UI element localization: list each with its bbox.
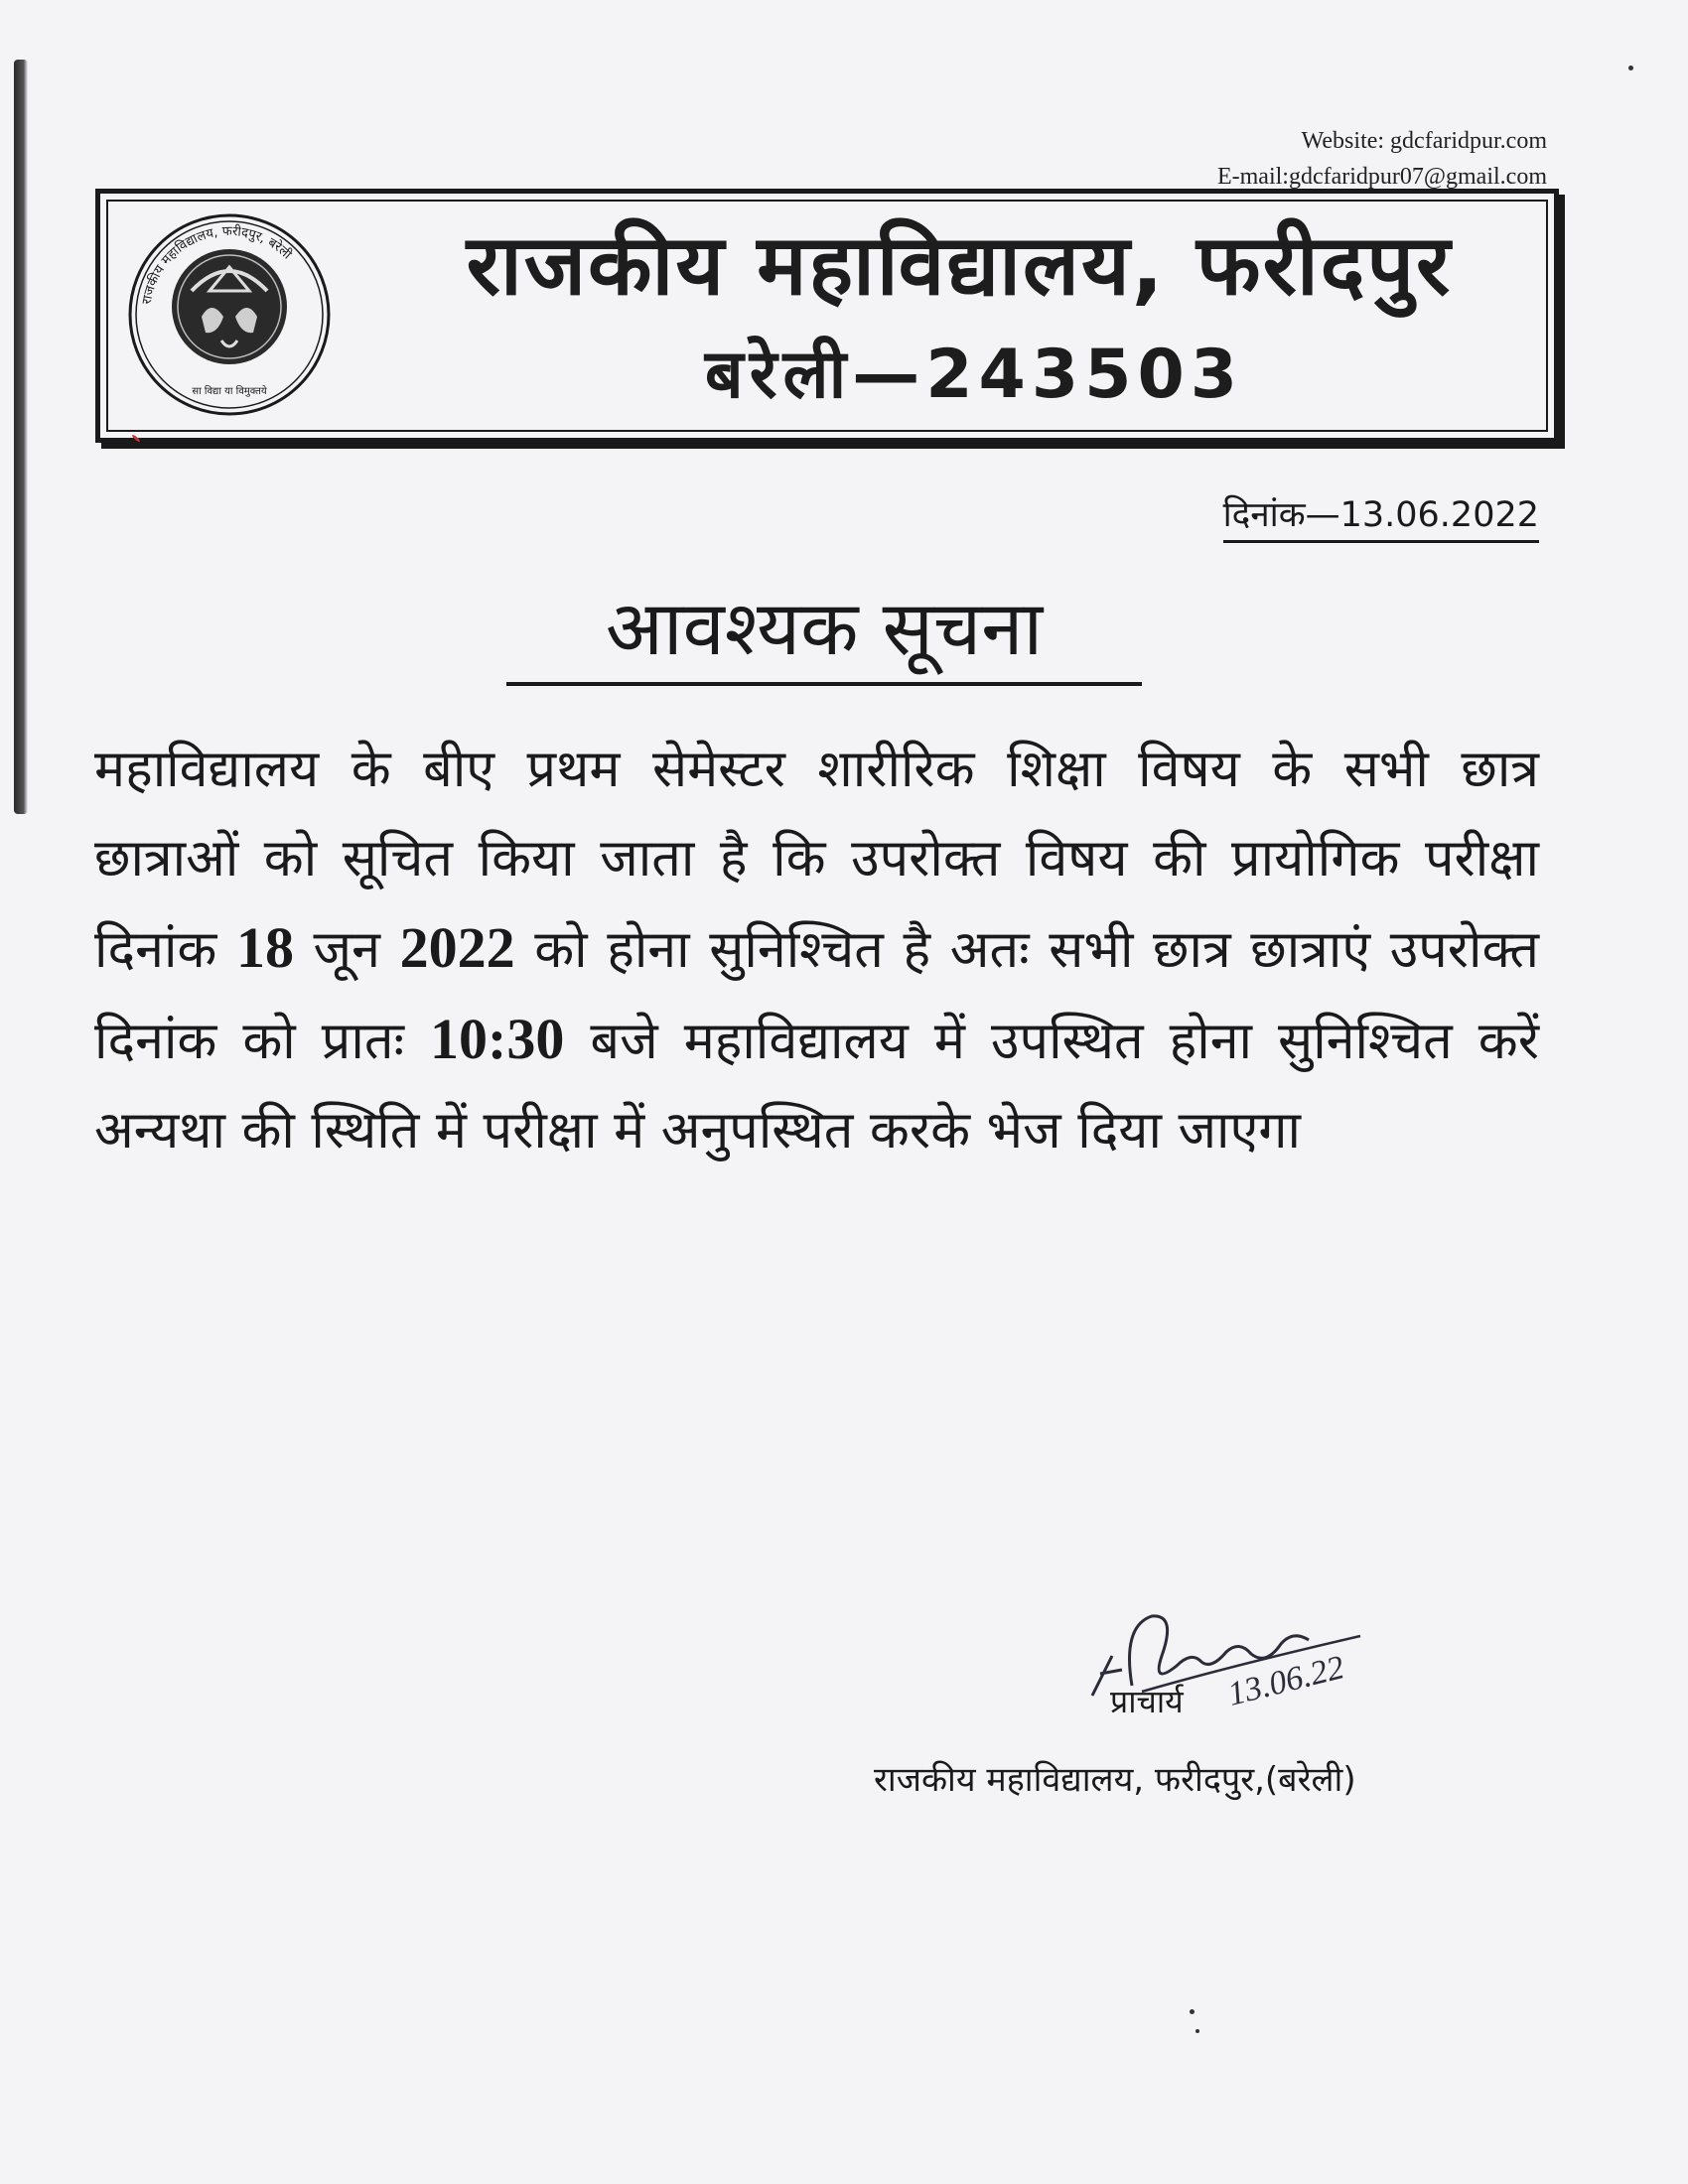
notice-body — [94, 725, 1539, 1175]
signature-date: 13.06.22 — [1223, 1649, 1348, 1713]
scan-speck — [1196, 2029, 1199, 2033]
body-part-4: बजे महाविद्यालय में उपस्थित होना सुनिश्चित करें अन्यथा की स्थिति में परीक्षा में अनुपस्थित करके भेज दिया जाएगा — [94, 1012, 1539, 1160]
seal-motto: सा विद्या या विमुक्तये — [192, 386, 267, 397]
exam-time: 10:30 — [430, 1007, 565, 1071]
notice-date: दिनांक—13.06.2022 — [1223, 492, 1539, 543]
scan-speck — [1628, 66, 1633, 70]
college-name: राजकीय महाविद्यालय, फरीदपुर — [466, 216, 1453, 314]
body-part-1: महाविद्यालय के बीए प्रथम सेमेस्टर शारीरिक शिक्षा विषय के सभी छात्र छात्राओं को सूचित किया जाता है कि उपरोक्त विषय की प्रायोगिक परीक्षा दिनांक — [94, 740, 1539, 980]
scan-speck — [1190, 2009, 1195, 2014]
principal-designation: प्राचार्य — [1110, 1683, 1184, 1720]
contact-info — [1217, 123, 1547, 195]
notice-title: आवश्यक सूचना — [506, 581, 1142, 686]
seal-ring-text: राजकीय महाविद्यालय, फरीदपुर, बरेली — [139, 223, 295, 306]
scan-edge-shadow — [14, 60, 28, 814]
body-part-2: जून — [293, 920, 400, 980]
email-text: E-mail:gdcfaridpur07@gmail.com — [1216, 164, 1547, 190]
website-text: Website: gdcfaridpur.com — [1301, 128, 1547, 154]
exam-date: 18 — [235, 915, 294, 980]
emblem-seal-icon — [122, 207, 337, 422]
college-footer: राजकीय महाविद्यालय, फरीदपुर,(बरेली) — [874, 1760, 1356, 1800]
city-pincode: बरेली—243503 — [704, 336, 1244, 414]
letterhead — [95, 189, 1559, 443]
exam-year: 2022 — [399, 915, 515, 980]
body-part-3: को होना सुनिश्चित है अतः सभी छात्र छात्राएं उपरोक्त दिनांक को प्रातः — [94, 920, 1539, 1071]
